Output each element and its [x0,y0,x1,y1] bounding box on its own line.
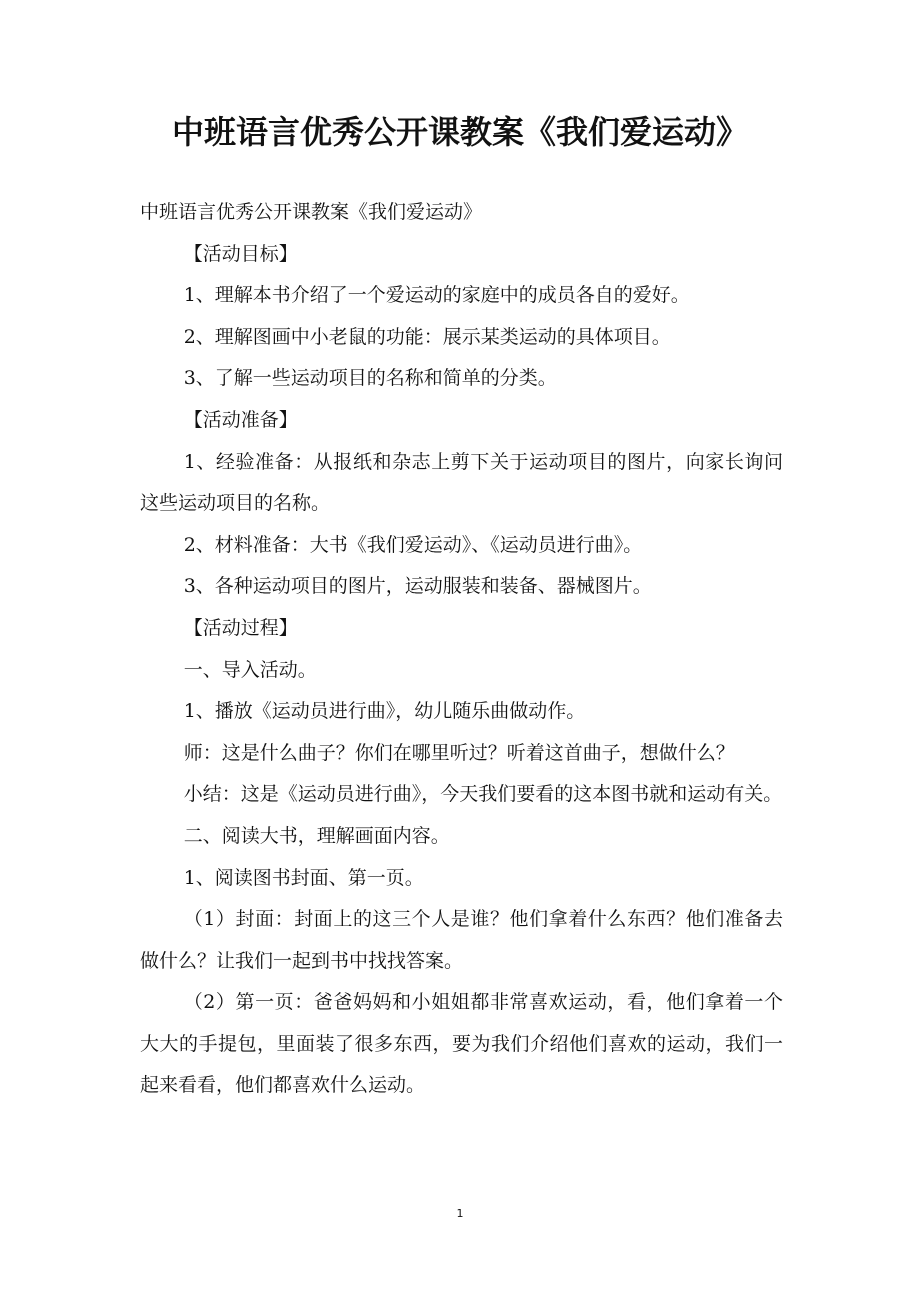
paragraph: 3、各种运动项目的图片，运动服装和装备、器械图片。 [183,575,652,598]
paragraph: 1、理解本书介绍了一个爱运动的家庭中的成员各自的爱好。 [183,284,690,307]
paragraph: 【活动过程】 [183,616,298,639]
paragraph: 【活动目标】 [183,242,298,265]
paragraph: 小结：这是《运动员进行曲》，今天我们要看的这本图书就和运动有关。 [183,783,783,806]
document-body [140,192,783,1107]
page-number: 1 [456,1207,464,1220]
paragraph: 师：这是什么曲子？你们在哪里听过？听着这首曲子，想做什么？ [183,741,735,764]
paragraph: 【活动准备】 [183,408,298,431]
paragraph: 1、经验准备：从报纸和杂志上剪下关于运动项目的图片，向家长询问这些运动项目的名称。 [140,450,783,515]
paragraph: 一、导入活动。 [183,658,317,681]
document-title: 中班语言优秀公开课教案《我们爱运动》 [171,113,748,151]
paragraph: 2、材料准备：大书《我们爱运动》、《运动员进行曲》。 [183,533,643,556]
paragraph: 1、阅读图书封面、第一页。 [183,866,424,889]
paragraph: 2、理解图画中小老鼠的功能：展示某类运动的具体项目。 [183,325,671,348]
paragraph: （2）第一页：爸爸妈妈和小姐姐都非常喜欢运动，看，他们拿着一个大大的手提包，里面装了很多东西，要为我们介绍他们喜欢的运动，我们一起来看看，他们都喜欢什么运动。 [140,991,783,1097]
paragraph: 3、了解一些运动项目的名称和简单的分类。 [183,367,557,390]
paragraph: （1）封面：封面上的这三个人是谁？他们拿着什么东西？他们准备去做什么？让我们一起到书中找找答案。 [140,908,783,972]
paragraph: 二、阅读大书，理解画面内容。 [183,824,450,847]
paragraph: 1、播放《运动员进行曲》，幼儿随乐曲做动作。 [183,700,586,723]
paragraph: 中班语言优秀公开课教案《我们爱运动》 [140,201,483,223]
